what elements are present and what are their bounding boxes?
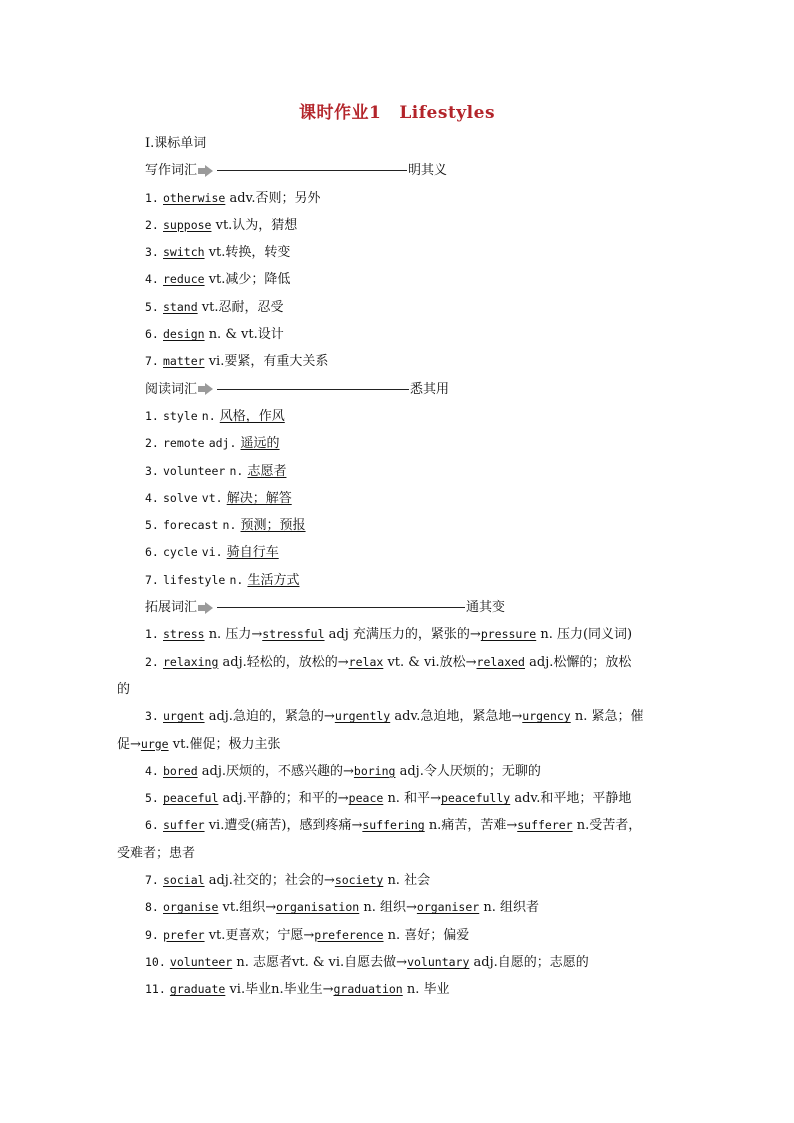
vocab-word: peacefully	[440, 791, 511, 806]
vocab-meaning: n. 组织者	[483, 900, 539, 916]
title-cn: 课时作业1	[298, 103, 382, 123]
list-item	[117, 867, 682, 894]
part-of-speech: n.	[222, 518, 237, 533]
vocab-word: urgently	[334, 709, 391, 724]
vocab-meaning: n. 压力(同义词)	[540, 627, 633, 643]
vocab-meaning: n.痛苦，苦难→	[428, 818, 518, 834]
list-item	[117, 348, 682, 375]
item-number: 7.	[145, 873, 159, 888]
vocab-meaning: vt.认为，猜想	[215, 217, 298, 233]
vocab-meaning: adj.轻松的，放松的→	[222, 654, 349, 670]
expand-vocab-header	[117, 594, 682, 621]
vocab-word: suffer	[163, 818, 205, 833]
list-item	[117, 703, 682, 730]
part-of-speech: n.	[229, 572, 244, 587]
vocab-meaning: n. & vt.设计	[208, 327, 284, 343]
list-item	[117, 266, 682, 293]
vocab-meaning: adv.否则；另外	[229, 190, 321, 206]
vocab-word: social	[163, 873, 205, 888]
item-number: 6.	[145, 545, 159, 560]
vocab-meaning: adj.厌烦的，不感兴趣的→	[201, 763, 354, 779]
item-number: 6.	[145, 327, 159, 342]
list-item	[117, 185, 682, 212]
list-item	[117, 294, 682, 321]
vocab-word: volunteer	[169, 954, 233, 969]
expand-head-label: 拓展词汇	[145, 600, 198, 616]
part-of-speech: adj.	[208, 436, 237, 451]
answer-blank: 生活方式	[247, 572, 300, 588]
vocab-meaning: vi.要紧，有重大关系	[208, 354, 329, 370]
item-number: 8.	[145, 900, 159, 915]
vocab-meaning: vt.忍耐，忍受	[201, 299, 284, 315]
list-item	[117, 321, 682, 348]
vocab-word: peaceful	[163, 791, 219, 806]
vocab-word: urgency	[522, 709, 571, 724]
item-number: 3.	[145, 463, 159, 478]
vocab-meaning: 促→	[117, 736, 141, 752]
item-number: 1.	[145, 627, 159, 642]
vocab-meaning: n. 紧急；催	[574, 709, 644, 725]
item-number: 7.	[145, 572, 159, 587]
vocab-word: urgent	[163, 709, 205, 724]
item-number: 3.	[145, 245, 159, 260]
vocab-word: pressure	[480, 627, 537, 642]
vocab-word: suffering	[362, 818, 425, 833]
list-item	[117, 621, 682, 648]
item-number: 4.	[145, 490, 159, 505]
vocab-word: society	[334, 873, 384, 888]
answer-blank: 遥远的	[240, 436, 280, 452]
vocab-word: relaxing	[163, 654, 219, 669]
writing-vocab-header	[117, 157, 682, 184]
title-en: Lifestyles	[399, 103, 496, 123]
divider-line	[217, 170, 407, 171]
list-item	[117, 812, 682, 839]
part-of-speech: n.	[201, 408, 216, 423]
vocab-word: graduation	[333, 982, 403, 997]
reading-head-label: 阅读词汇	[145, 381, 198, 397]
item-number: 3.	[145, 709, 159, 724]
vocab-meaning: 的	[117, 681, 131, 697]
arrow-icon	[198, 383, 214, 395]
vocab-word: relaxed	[476, 654, 525, 669]
expand-tail-label: 通其变	[466, 600, 506, 616]
answer-blank: 骑自行车	[226, 545, 279, 561]
vocab-meaning: adj.松懈的；放松	[529, 654, 632, 670]
item-number: 1.	[145, 190, 159, 205]
vocab-word: stress	[163, 627, 205, 642]
list-item	[117, 403, 682, 430]
vocab-meaning: vi.遭受(痛苦)，感到疼痛→	[208, 818, 363, 834]
list-item-continued	[117, 676, 682, 703]
item-number: 5.	[145, 791, 159, 806]
list-item-continued	[117, 731, 682, 758]
vocab-word: otherwise	[163, 190, 226, 205]
list-item	[117, 212, 682, 239]
vocab-word: organise	[163, 900, 219, 915]
vocab-meaning: n. 压力→	[208, 627, 263, 643]
list-item	[117, 539, 682, 566]
list-item	[117, 239, 682, 266]
vocab-meaning: n. 和平→	[387, 791, 441, 807]
divider-line	[217, 389, 409, 390]
vocab-meaning: adj.令人厌烦的；无聊的	[399, 763, 541, 779]
list-item	[117, 758, 682, 785]
vocab-meaning: vt.减少；降低	[208, 272, 291, 288]
vocab-word: cycle	[163, 545, 198, 560]
item-number: 2.	[145, 217, 159, 232]
vocab-word: forecast	[163, 518, 219, 533]
item-number: 2.	[145, 436, 159, 451]
vocab-word: volunteer	[163, 463, 226, 478]
list-item	[117, 785, 682, 812]
vocab-word: remote	[163, 436, 205, 451]
answer-blank: 预测；预报	[240, 518, 306, 534]
vocab-word: urge	[140, 736, 169, 751]
reading-tail-label: 悉其用	[410, 381, 450, 397]
item-number: 4.	[145, 763, 159, 778]
vocab-meaning: n. 社会	[387, 873, 431, 889]
list-item	[117, 430, 682, 457]
vocab-word: matter	[163, 354, 205, 369]
list-item	[117, 512, 682, 539]
vocab-word: prefer	[163, 927, 205, 942]
vocab-meaning: vt.更喜欢；宁愿→	[208, 927, 315, 943]
vocab-word: switch	[163, 245, 205, 260]
vocab-word: preference	[314, 927, 384, 942]
arrow-icon	[198, 602, 214, 614]
vocab-meaning: 受难者；患者	[117, 845, 196, 861]
divider-line	[217, 607, 465, 608]
vocab-meaning: adj.平静的；和平的→	[222, 791, 349, 807]
list-item	[117, 485, 682, 512]
list-item	[117, 458, 682, 485]
vocab-word: boring	[353, 763, 396, 778]
item-number: 5.	[145, 518, 159, 533]
vocab-word: design	[163, 327, 205, 342]
vocab-word: voluntary	[407, 954, 470, 969]
vocab-word: sufferer	[517, 818, 573, 833]
list-item-continued	[117, 840, 682, 867]
writing-tail-label: 明其义	[408, 163, 448, 179]
vocab-meaning: n. 组织→	[363, 900, 417, 916]
vocab-meaning: adj.自愿的；志愿的	[473, 954, 589, 970]
vocab-meaning: adj.急迫的，紧急的→	[208, 709, 335, 725]
vocab-meaning: adj.社交的；社会的→	[208, 873, 335, 889]
vocab-word: solve	[163, 490, 198, 505]
vocab-meaning: n.受苦者，	[576, 818, 642, 834]
answer-blank: 风格，作风	[219, 408, 285, 424]
list-item	[117, 649, 682, 676]
list-item	[117, 976, 682, 1003]
answer-blank: 志愿者	[247, 463, 287, 479]
vocab-word: lifestyle	[163, 572, 226, 587]
answer-blank: 解决；解答	[226, 490, 292, 506]
vocab-word: peace	[348, 791, 384, 806]
item-number: 4.	[145, 272, 159, 287]
vocab-meaning: vt.组织→	[222, 900, 277, 916]
arrow-icon	[198, 165, 214, 177]
vocab-word: graduate	[169, 982, 226, 997]
item-number: 10.	[145, 954, 166, 969]
vocab-meaning: vt.转换，转变	[208, 245, 291, 261]
worksheet-content	[117, 130, 682, 1004]
vocab-meaning: n. 毕业	[406, 982, 450, 998]
page-title	[0, 98, 794, 123]
vocab-meaning: vi.毕业n.毕业生→	[229, 982, 334, 998]
vocab-word: reduce	[163, 272, 205, 287]
reading-vocab-list	[117, 403, 682, 594]
item-number: 2.	[145, 654, 159, 669]
vocab-word: organisation	[276, 900, 360, 915]
item-number: 1.	[145, 408, 159, 423]
vocab-word: stand	[163, 299, 198, 314]
list-item	[117, 894, 682, 921]
vocab-word: suppose	[163, 217, 212, 232]
writing-vocab-list	[117, 185, 682, 376]
vocab-word: relax	[348, 654, 384, 669]
vocab-word: organiser	[416, 900, 480, 915]
vocab-word: style	[163, 408, 198, 423]
item-number: 7.	[145, 354, 159, 369]
vocab-word: stressful	[262, 627, 325, 642]
item-number: 6.	[145, 818, 159, 833]
item-number: 11.	[145, 982, 166, 997]
vocab-word: bored	[163, 763, 198, 778]
part-of-speech: vi.	[201, 545, 223, 560]
vocab-meaning: vt. & vi.放松→	[387, 654, 477, 670]
vocab-meaning: adv.和平地；平静地	[514, 791, 632, 807]
expand-vocab-list	[117, 621, 682, 1003]
section-heading: Ⅰ.课标单词	[145, 136, 207, 151]
list-item	[117, 567, 682, 594]
vocab-meaning: adv.急迫地，紧急地→	[394, 709, 523, 725]
vocab-meaning: n. 志愿者vt. & vi.自愿去做→	[236, 954, 408, 970]
writing-head-label: 写作词汇	[145, 163, 198, 179]
reading-vocab-header	[117, 376, 682, 403]
vocab-meaning: adj 充满压力的，紧张的→	[328, 627, 481, 643]
vocab-meaning: n. 喜好；偏爱	[387, 927, 470, 943]
part-of-speech: n.	[229, 463, 244, 478]
item-number: 5.	[145, 299, 159, 314]
item-number: 9.	[145, 927, 159, 942]
list-item	[117, 922, 682, 949]
list-item	[117, 949, 682, 976]
vocab-meaning: vt.催促；极力主张	[172, 736, 281, 752]
part-of-speech: vt.	[201, 490, 223, 505]
